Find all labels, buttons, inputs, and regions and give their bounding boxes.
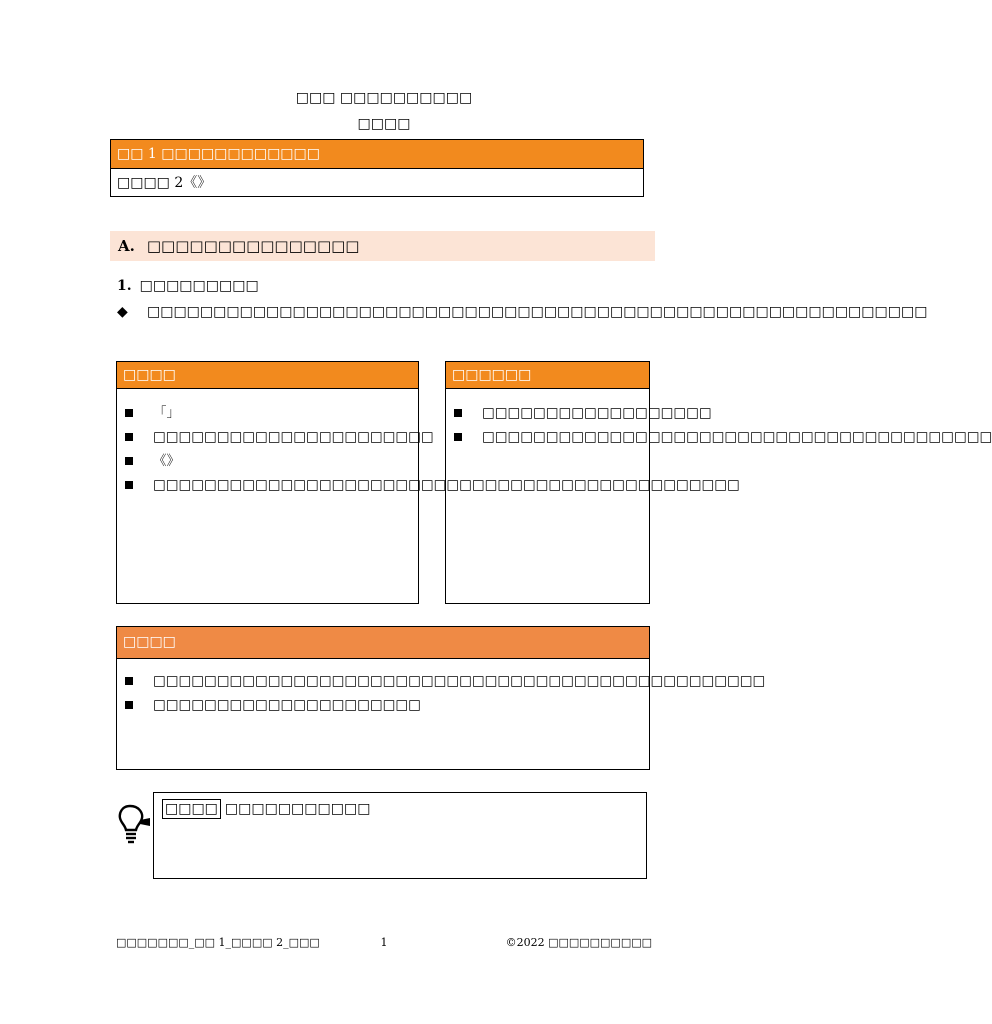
point-1-number: 1.: [117, 278, 132, 294]
tip-box: [153, 792, 647, 879]
left-box-heading: □□□□: [117, 362, 418, 389]
list-item: 《》: [117, 449, 418, 473]
list-item: □□□□□□□□□□□□□□□□□□□□□□□□□□□□□□□□□□□□□□□□: [446, 425, 649, 449]
diamond-paragraph-text: □□□□□□□□□□□□□□□□□□□□□□□□□□□□□□□□□□□□□□□□□□□□□□□□□□□□□□□□□□□: [147, 304, 928, 320]
section-a-label: A.: [118, 237, 135, 255]
square-bullet-icon: [454, 409, 462, 417]
tip-tag: □□□□: [162, 799, 221, 819]
footer-copyright: ©2022 □□□□□□□□□□: [505, 936, 652, 949]
unit-heading: □□ 1 □□□□□□□□□□□□: [111, 140, 643, 169]
right-box-heading: □□□□□□: [446, 362, 649, 389]
unit-subheading: □□□□ 2《》: [117, 175, 212, 191]
diamond-paragraph: [117, 300, 928, 324]
point-1: [117, 278, 259, 294]
list-item: □□□□□□□□□□□□□□□□□□: [446, 401, 649, 425]
list-item: □□□□□□□□□□□□□□□□□□□□□□□□□□□□□□□□□□□□□□□□□□□□□□: [117, 473, 418, 497]
square-bullet-icon: [125, 433, 133, 441]
left-info-box: [116, 361, 740, 604]
right-info-box: [445, 361, 992, 604]
list-item: □□□□□□□□□□□□□□□□□□□□□□: [117, 425, 418, 449]
list-item: □□□□□□□□□□□□□□□□□□□□□: [117, 693, 649, 717]
diamond-bullet-icon: ◆: [117, 304, 128, 320]
section-a-header: [110, 231, 655, 261]
page-number: 1: [380, 936, 388, 949]
bottom-info-box: [116, 626, 766, 770]
square-bullet-icon: [125, 677, 133, 685]
square-bullet-icon: [454, 433, 462, 441]
unit-box: [110, 139, 644, 197]
lightbulb-icon: [116, 800, 152, 848]
tip-text: □□□□□□□□□□□: [224, 801, 371, 817]
square-bullet-icon: [125, 457, 133, 465]
document-title: □□□ □□□□□□□□□□: [295, 90, 473, 106]
footer-left: □□□□□□□_□□ 1_□□□□ 2_□□□: [116, 936, 320, 949]
list-item: □□□□□□□□□□□□□□□□□□□□□□□□□□□□□□□□□□□□□□□□□□□□□□□□: [117, 669, 649, 693]
list-item: 「」: [117, 401, 418, 425]
square-bullet-icon: [125, 481, 133, 489]
square-bullet-icon: [125, 701, 133, 709]
point-1-text: □□□□□□□□□: [139, 278, 259, 294]
square-bullet-icon: [125, 409, 133, 417]
document-subtitle: □□□□: [357, 116, 411, 132]
bottom-box-heading: □□□□: [117, 627, 649, 659]
section-a-title: □□□□□□□□□□□□□□□: [146, 237, 360, 255]
